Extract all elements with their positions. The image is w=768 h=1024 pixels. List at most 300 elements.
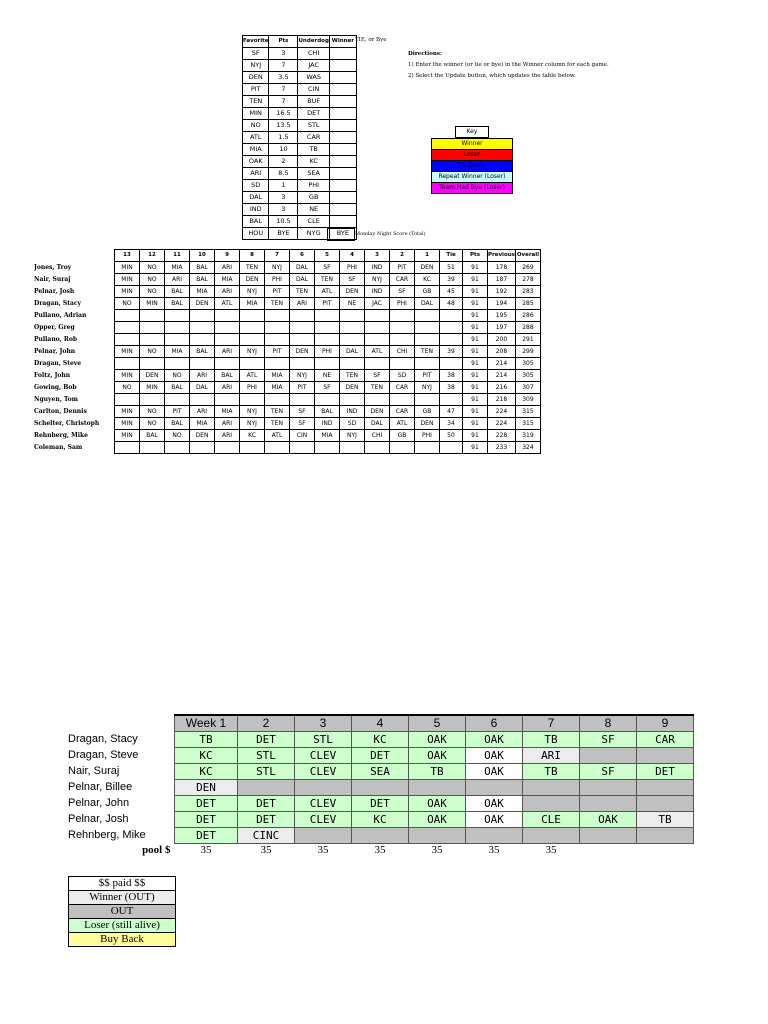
- pick-cell: MIN: [115, 274, 140, 286]
- pick-cell: 200: [488, 334, 516, 346]
- pick-cell: IND: [340, 406, 365, 418]
- legend-item: Buy Back: [69, 933, 176, 947]
- survivor-pick-cell: OAK: [466, 732, 523, 748]
- pick-cell: NO: [115, 298, 140, 310]
- pick-cell: PIT: [165, 406, 190, 418]
- pick-cell: 216: [488, 382, 516, 394]
- pick-cell: [190, 358, 215, 370]
- pick-cell: [265, 442, 290, 454]
- key-title: Key: [455, 126, 489, 138]
- favorite-cell: ARI: [243, 168, 269, 180]
- pick-cell: IND: [315, 418, 340, 430]
- survivor-player-name: Dragan, Steve: [68, 749, 139, 761]
- pick-cell: TEN: [415, 346, 440, 358]
- pick-cell: MIA: [215, 406, 240, 418]
- pick-cell: [290, 442, 315, 454]
- pick-cell: NYJ: [265, 262, 290, 274]
- game-row: [243, 84, 357, 96]
- key-table: [431, 126, 513, 194]
- survivor-pick-cell: OAK: [580, 812, 637, 828]
- pick-cell: [140, 442, 165, 454]
- underdog-cell: TB: [298, 144, 329, 156]
- pick-cell: [315, 442, 340, 454]
- winner-input[interactable]: [329, 144, 356, 156]
- pick-cell: ARI: [190, 406, 215, 418]
- pick-cell: [340, 322, 365, 334]
- key-item: Repeat Winner (Loser): [432, 172, 513, 183]
- survivor-header-row: [68, 715, 694, 732]
- pick-cell: 91: [463, 286, 488, 298]
- pick-cell: [140, 322, 165, 334]
- winner-input[interactable]: [329, 60, 356, 72]
- pick-cell: [165, 394, 190, 406]
- winner-input[interactable]: [329, 216, 356, 228]
- pick-cell: [190, 394, 215, 406]
- pick-cell: BAL: [165, 418, 190, 430]
- week-header: 3: [295, 715, 352, 732]
- survivor-pick-cell: SF: [580, 764, 637, 780]
- player-name: Foltz, John: [34, 372, 71, 379]
- picks-row: [34, 406, 540, 418]
- underdog-cell: CHI: [298, 48, 329, 60]
- pick-cell: [165, 358, 190, 370]
- pick-cell: MIN: [115, 286, 140, 298]
- survivor-pick-cell: CLEV: [295, 764, 352, 780]
- pick-cell: 39: [440, 274, 463, 286]
- pick-cell: SD: [340, 418, 365, 430]
- pick-cell: DEN: [240, 274, 265, 286]
- picks-col-header: 4: [340, 250, 365, 262]
- pick-cell: 194: [488, 298, 516, 310]
- pick-cell: [265, 394, 290, 406]
- picks-row: [34, 310, 540, 322]
- games-table: [242, 35, 357, 240]
- pick-cell: 47: [440, 406, 463, 418]
- key-row: [432, 150, 513, 161]
- underdog-cell: STL: [298, 120, 329, 132]
- pick-cell: MIN: [115, 262, 140, 274]
- pick-cell: NE: [315, 370, 340, 382]
- directions-step-2: 2) Select the Update button, which updates the table below.: [408, 73, 576, 79]
- underdog-cell: PHI: [298, 180, 329, 192]
- winner-input[interactable]: [329, 204, 356, 216]
- pick-cell: SF: [290, 406, 315, 418]
- player-name: Rehnberg, Mike: [34, 432, 88, 439]
- key-row: [432, 139, 513, 150]
- points-cell: 3.5: [269, 72, 298, 84]
- pick-cell: [140, 310, 165, 322]
- pick-cell: NYJ: [240, 406, 265, 418]
- pick-cell: [390, 310, 415, 322]
- pick-cell: NYJ: [240, 286, 265, 298]
- picks-row: [34, 322, 540, 334]
- pick-cell: [240, 322, 265, 334]
- pick-cell: BAL: [165, 286, 190, 298]
- status-legend: [68, 876, 176, 947]
- pick-cell: [340, 394, 365, 406]
- pick-cell: [440, 394, 463, 406]
- pick-cell: TEN: [240, 262, 265, 274]
- survivor-pick-cell: CLEV: [295, 748, 352, 764]
- pick-cell: DEN: [415, 418, 440, 430]
- pick-cell: ARI: [215, 286, 240, 298]
- pool-value: 35: [200, 844, 212, 856]
- points-cell: 13.5: [269, 120, 298, 132]
- pick-cell: DEN: [365, 406, 390, 418]
- survivor-pick-cell: KC: [175, 748, 238, 764]
- pick-cell: [265, 358, 290, 370]
- underdog-cell: GB: [298, 192, 329, 204]
- pick-cell: PHI: [415, 430, 440, 442]
- picks-row: [34, 346, 540, 358]
- picks-row: [34, 262, 540, 274]
- pick-cell: NO: [140, 286, 165, 298]
- picks-row: [34, 358, 540, 370]
- key-item: Winner: [432, 139, 513, 150]
- favorite-cell: SF: [243, 48, 269, 60]
- pick-cell: DEN: [290, 346, 315, 358]
- pick-cell: NO: [165, 370, 190, 382]
- survivor-pick-cell: SF: [580, 732, 637, 748]
- pool-value: 35: [374, 844, 386, 856]
- survivor-pick-cell: OAK: [409, 748, 466, 764]
- pick-cell: NYJ: [340, 430, 365, 442]
- pool-row: [68, 844, 694, 857]
- points-cell: 10: [269, 144, 298, 156]
- key-item: Loser: [432, 150, 513, 161]
- game-row: [243, 132, 357, 144]
- survivor-pick-cell: DET: [352, 748, 409, 764]
- key-row: [432, 161, 513, 172]
- pick-cell: PIT: [315, 298, 340, 310]
- legend-body: [69, 877, 176, 947]
- pick-cell: 91: [463, 262, 488, 274]
- winner-input[interactable]: [329, 168, 356, 180]
- pick-cell: [215, 310, 240, 322]
- pick-cell: 91: [463, 346, 488, 358]
- week-header: 9: [637, 715, 694, 732]
- picks-col-header: 2: [390, 250, 415, 262]
- game-row: [243, 96, 357, 108]
- pick-cell: PHI: [340, 262, 365, 274]
- pick-cell: IND: [365, 286, 390, 298]
- points-cell: 1: [269, 180, 298, 192]
- pick-cell: [190, 310, 215, 322]
- favorite-cell: ATL: [243, 132, 269, 144]
- pick-cell: [115, 442, 140, 454]
- game-row: [243, 60, 357, 72]
- pick-cell: BAL: [315, 406, 340, 418]
- pick-cell: [415, 358, 440, 370]
- survivor-pick-cell: OAK: [466, 796, 523, 812]
- favorite-cell: NYJ: [243, 60, 269, 72]
- pick-cell: 307: [515, 382, 540, 394]
- survivor-pick-cell: [580, 780, 637, 796]
- games-body: [243, 48, 357, 240]
- pick-cell: [115, 310, 140, 322]
- favorite-cell: IND: [243, 204, 269, 216]
- pick-cell: BAL: [190, 274, 215, 286]
- pick-cell: [290, 358, 315, 370]
- picks-name-header: [34, 250, 115, 262]
- points-cell: 1.5: [269, 132, 298, 144]
- player-name: Pelnar, John: [34, 348, 76, 355]
- pick-cell: [440, 358, 463, 370]
- survivor-row: [68, 828, 694, 844]
- pick-cell: 288: [515, 322, 540, 334]
- pick-cell: 286: [515, 310, 540, 322]
- underdog-header: Underdog: [298, 36, 329, 48]
- week-header: 4: [352, 715, 409, 732]
- pick-cell: NO: [140, 274, 165, 286]
- pick-cell: 45: [440, 286, 463, 298]
- pick-cell: [165, 442, 190, 454]
- survivor-player-name: Nair, Suraj: [68, 765, 120, 777]
- game-row: [243, 156, 357, 168]
- pick-cell: [365, 394, 390, 406]
- pick-cell: SF: [315, 262, 340, 274]
- underdog-cell: DET: [298, 108, 329, 120]
- player-name: Pullano, Adrian: [34, 312, 87, 319]
- pick-cell: GB: [415, 406, 440, 418]
- pick-cell: TEN: [265, 418, 290, 430]
- key-body: [432, 126, 513, 194]
- picks-col-header: 9: [215, 250, 240, 262]
- pick-cell: 278: [515, 274, 540, 286]
- pick-cell: PHI: [240, 382, 265, 394]
- pick-cell: 315: [515, 406, 540, 418]
- pick-cell: 187: [488, 274, 516, 286]
- pick-cell: [140, 358, 165, 370]
- monday-night-score-label: Monday Night Score (Total): [355, 231, 426, 237]
- points-cell: 10.5: [269, 216, 298, 228]
- survivor-pick-cell: KC: [352, 812, 409, 828]
- pick-cell: JAC: [365, 298, 390, 310]
- survivor-row: [68, 732, 694, 748]
- pick-cell: 34: [440, 418, 463, 430]
- legend-row: [69, 877, 176, 891]
- pick-cell: MIN: [140, 298, 165, 310]
- player-name: Pelnar, Josh: [34, 288, 75, 295]
- pick-cell: 218: [488, 394, 516, 406]
- monday-night-score-input[interactable]: [327, 228, 355, 241]
- pick-cell: [440, 310, 463, 322]
- pick-cell: CIN: [290, 430, 315, 442]
- pick-cell: KC: [240, 430, 265, 442]
- survivor-player-name: Pelnar, John: [68, 797, 130, 809]
- pick-cell: DEN: [140, 370, 165, 382]
- points-cell: 7: [269, 84, 298, 96]
- pick-cell: BAL: [140, 430, 165, 442]
- pick-cell: 178: [488, 262, 516, 274]
- picks-row: [34, 382, 540, 394]
- pick-cell: [165, 310, 190, 322]
- pick-cell: ATL: [215, 298, 240, 310]
- pick-cell: [265, 310, 290, 322]
- pool-value: 35: [431, 844, 443, 856]
- pick-cell: 91: [463, 394, 488, 406]
- underdog-cell: KC: [298, 156, 329, 168]
- player-name: Dragan, Steve: [34, 360, 82, 367]
- legend-item: Winner (OUT): [69, 891, 176, 905]
- pick-cell: TEN: [365, 382, 390, 394]
- survivor-pick-cell: DET: [238, 796, 295, 812]
- pick-cell: [390, 358, 415, 370]
- survivor-pick-cell: [409, 780, 466, 796]
- survivor-row: [68, 812, 694, 828]
- winner-input[interactable]: [329, 108, 356, 120]
- pick-cell: [265, 334, 290, 346]
- survivor-pick-cell: TB: [637, 812, 694, 828]
- pick-cell: [215, 394, 240, 406]
- pick-cell: [115, 334, 140, 346]
- pick-cell: KC: [415, 274, 440, 286]
- survivor-pick-cell: OAK: [466, 764, 523, 780]
- pick-cell: 91: [463, 358, 488, 370]
- winner-input[interactable]: [329, 180, 356, 192]
- pick-cell: DAL: [365, 418, 390, 430]
- winner-input[interactable]: [329, 132, 356, 144]
- pick-cell: ARI: [215, 382, 240, 394]
- favorite-cell: TEN: [243, 96, 269, 108]
- player-name: Jones, Troy: [34, 264, 72, 271]
- pick-cell: MIN: [140, 382, 165, 394]
- winner-input[interactable]: [329, 72, 356, 84]
- picks-row: [34, 430, 540, 442]
- pool-value: [580, 844, 637, 857]
- favorite-header: Favorite: [243, 36, 269, 48]
- pick-cell: MIN: [115, 346, 140, 358]
- pick-cell: MIA: [165, 262, 190, 274]
- underdog-cell: CLE: [298, 216, 329, 228]
- survivor-player-name: Pelnar, Josh: [68, 813, 129, 825]
- pick-cell: PHI: [315, 346, 340, 358]
- pick-cell: [190, 334, 215, 346]
- survivor-pick-cell: TB: [523, 764, 580, 780]
- winner-input[interactable]: BYE: [329, 228, 356, 240]
- winner-input[interactable]: [329, 156, 356, 168]
- survivor-pick-cell: [352, 828, 409, 844]
- favorite-cell: DAL: [243, 192, 269, 204]
- favorite-cell: MIA: [243, 144, 269, 156]
- winner-input[interactable]: [329, 120, 356, 132]
- pick-cell: MIA: [190, 286, 215, 298]
- survivor-pick-cell: [523, 780, 580, 796]
- pick-cell: [340, 358, 365, 370]
- survivor-body: [68, 732, 694, 857]
- winner-input[interactable]: [329, 48, 356, 60]
- pick-cell: 299: [515, 346, 540, 358]
- picks-col-header: 12: [140, 250, 165, 262]
- pick-cell: 48: [440, 298, 463, 310]
- pick-cell: 305: [515, 358, 540, 370]
- key-item: Tie Game: [432, 161, 513, 172]
- winner-input[interactable]: [329, 192, 356, 204]
- pick-cell: [390, 394, 415, 406]
- pick-cell: 91: [463, 430, 488, 442]
- pick-cell: NYJ: [240, 418, 265, 430]
- picks-row: [34, 286, 540, 298]
- picks-row: [34, 394, 540, 406]
- pick-cell: BAL: [215, 370, 240, 382]
- survivor-pick-cell: [637, 796, 694, 812]
- pick-cell: 285: [515, 298, 540, 310]
- favorite-cell: MIN: [243, 108, 269, 120]
- directions: [408, 49, 708, 82]
- pick-cell: [290, 310, 315, 322]
- picks-col-header: Previous: [488, 250, 516, 262]
- picks-col-header: 13: [115, 250, 140, 262]
- pick-cell: CAR: [390, 406, 415, 418]
- survivor-pick-cell: [637, 748, 694, 764]
- survivor-pick-cell: DET: [637, 764, 694, 780]
- pick-cell: [390, 322, 415, 334]
- pick-cell: 324: [515, 442, 540, 454]
- pick-cell: NO: [140, 406, 165, 418]
- picks-col-header: Pts: [463, 250, 488, 262]
- key-item: Team Had Bye (Loser): [432, 183, 513, 194]
- pick-cell: MIA: [215, 274, 240, 286]
- pick-cell: [115, 322, 140, 334]
- points-cell: 3: [269, 48, 298, 60]
- points-cell: 3: [269, 192, 298, 204]
- week-header: 2: [238, 715, 295, 732]
- survivor-pick-cell: [580, 828, 637, 844]
- pick-cell: SF: [390, 286, 415, 298]
- survivor-pick-cell: CLEV: [295, 812, 352, 828]
- pick-cell: ARI: [215, 346, 240, 358]
- survivor-pick-cell: DET: [175, 828, 238, 844]
- pick-cell: DEN: [190, 298, 215, 310]
- pick-cell: ARI: [190, 370, 215, 382]
- pick-cell: MIA: [190, 418, 215, 430]
- survivor-pick-cell: TB: [175, 732, 238, 748]
- survivor-pick-cell: [580, 796, 637, 812]
- pick-cell: 51: [440, 262, 463, 274]
- pick-cell: ARI: [215, 430, 240, 442]
- pick-cell: [215, 358, 240, 370]
- pick-cell: [190, 442, 215, 454]
- survivor-name-header: [68, 715, 175, 732]
- points-cell: 8.5: [269, 168, 298, 180]
- survivor-pick-cell: [466, 828, 523, 844]
- game-row: [243, 48, 357, 60]
- pick-cell: [390, 442, 415, 454]
- pick-cell: MIN: [115, 418, 140, 430]
- player-name: Pullano, Rob: [34, 336, 78, 343]
- pick-cell: 283: [515, 286, 540, 298]
- pick-cell: 224: [488, 406, 516, 418]
- winner-input[interactable]: [329, 84, 356, 96]
- pick-cell: 50: [440, 430, 463, 442]
- pick-cell: DEN: [190, 430, 215, 442]
- pick-cell: ATL: [315, 286, 340, 298]
- survivor-pick-cell: DEN: [175, 780, 238, 796]
- game-row: [243, 108, 357, 120]
- survivor-row: [68, 764, 694, 780]
- pick-cell: [265, 322, 290, 334]
- pick-cell: [415, 322, 440, 334]
- pick-cell: [240, 442, 265, 454]
- pick-cell: NO: [140, 418, 165, 430]
- legend-item: OUT: [69, 905, 176, 919]
- player-name: Dragan, Stacy: [34, 300, 82, 307]
- winner-input[interactable]: [329, 96, 356, 108]
- favorite-cell: PIT: [243, 84, 269, 96]
- survivor-pick-cell: [466, 780, 523, 796]
- survivor-pick-cell: STL: [238, 748, 295, 764]
- player-name: Nguyen, Tom: [34, 396, 79, 403]
